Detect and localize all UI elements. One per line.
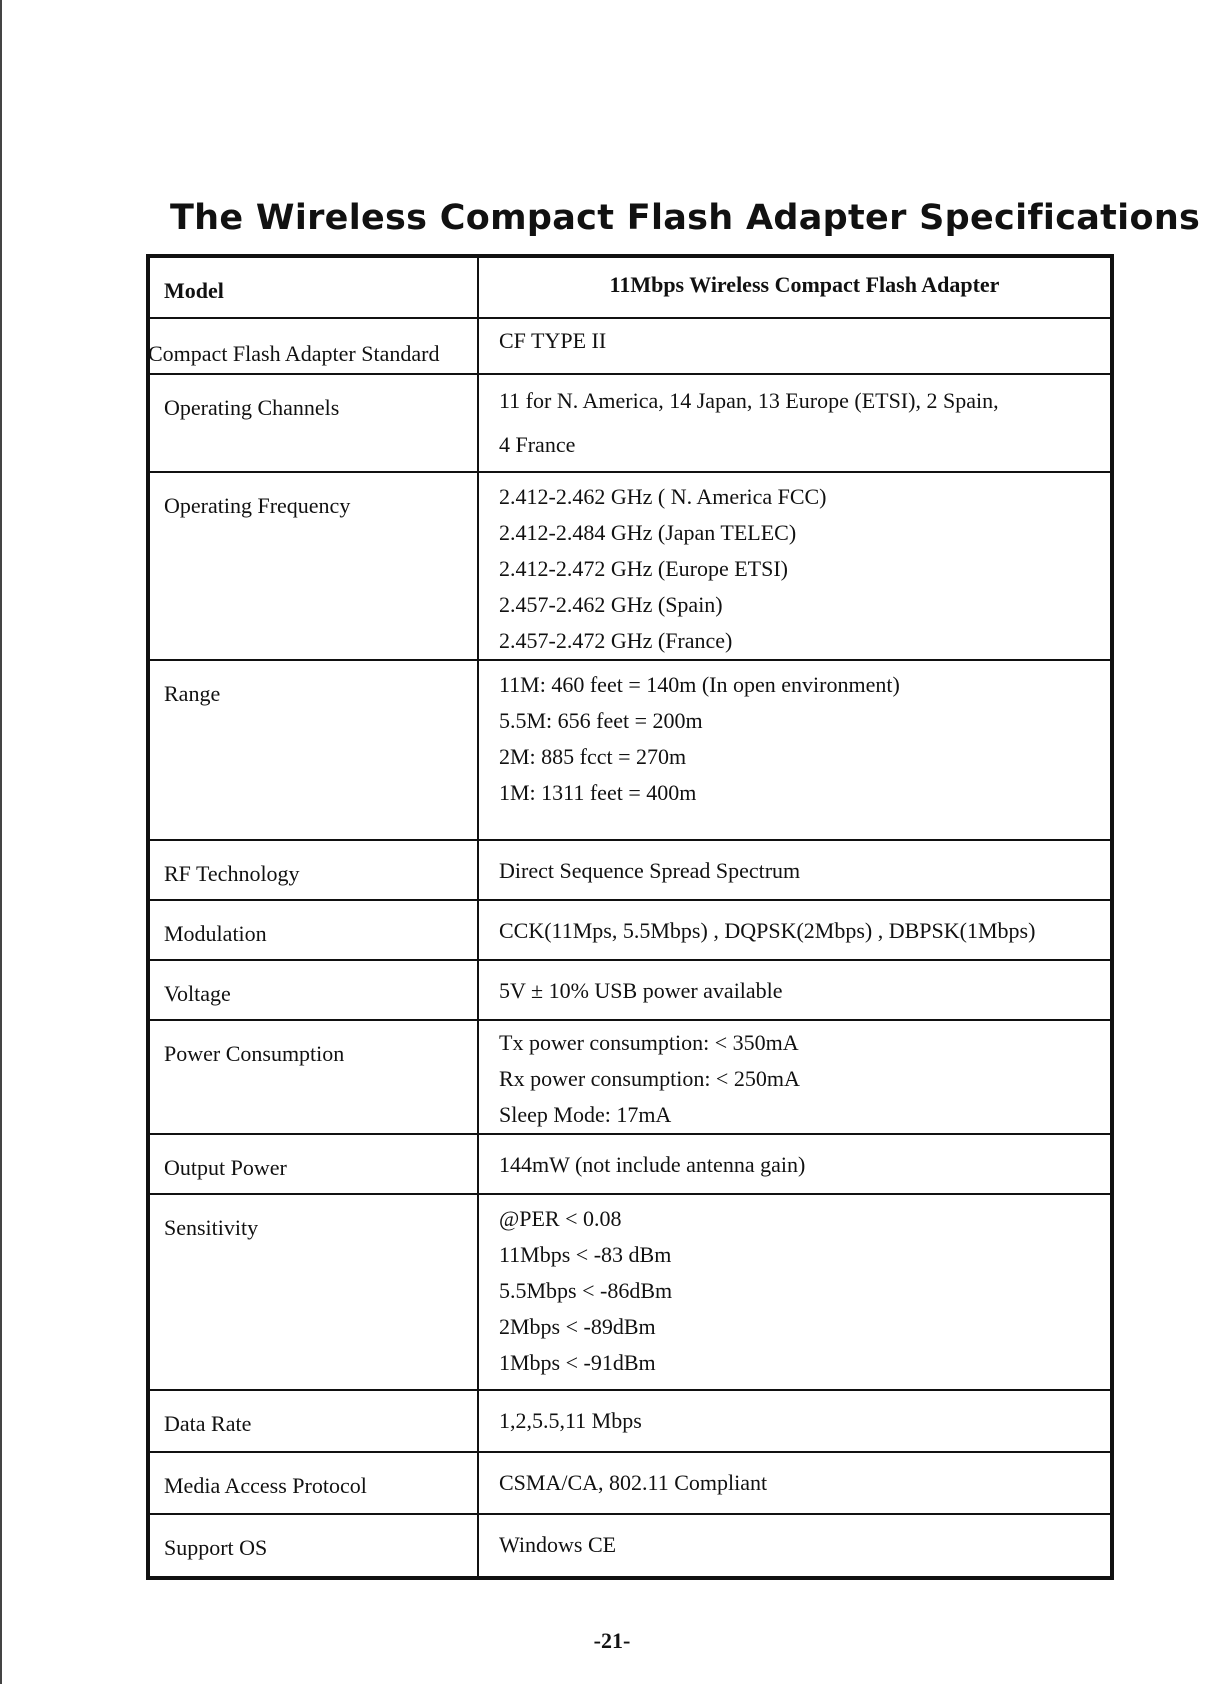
spec-label-cell <box>148 1452 478 1514</box>
spec-label: Data Rate <box>164 1411 252 1436</box>
spec-label-cell <box>148 660 478 840</box>
spec-label-cell <box>148 840 478 900</box>
spec-value-cell <box>478 960 1112 1020</box>
spec-value-cell <box>478 318 1112 374</box>
table-row <box>148 1452 1112 1514</box>
spec-value-cell <box>478 1514 1112 1578</box>
spec-value-line: 11Mbps < -83 dBm <box>499 1242 672 1267</box>
spec-value-line: @PER < 0.08 <box>499 1206 622 1231</box>
table-row <box>148 840 1112 900</box>
spec-value-line: CCK(11Mps, 5.5Mbps) , DQPSK(2Mbps) , DBPSK(1Mbps) <box>499 918 1036 943</box>
spec-value-line: 5.5Mbps < -86dBm <box>499 1278 673 1303</box>
header-label-cell <box>148 256 478 318</box>
spec-value-line: 11 for N. America, 14 Japan, 13 Europe (ETSI), 2 Spain, <box>499 388 999 413</box>
spec-value-cell <box>478 472 1112 660</box>
spec-label: Compact Flash Adapter Standard <box>148 341 440 366</box>
table-row <box>148 960 1112 1020</box>
spec-value-line: Windows CE <box>499 1532 617 1557</box>
spec-label-cell <box>148 472 478 660</box>
spec-value-cell <box>478 660 1112 840</box>
spec-value-line: CSMA/CA, 802.11 Compliant <box>499 1470 768 1495</box>
spec-value-line: Direct Sequence Spread Spectrum <box>499 858 801 883</box>
page-edge-rule <box>0 0 2 1684</box>
spec-label-cell <box>148 1514 478 1578</box>
spec-value-cell <box>478 1020 1112 1134</box>
spec-label: Range <box>164 681 221 706</box>
table-row <box>148 472 1112 660</box>
header-value-cell <box>478 256 1112 318</box>
spec-label-cell <box>148 960 478 1020</box>
header-value: 11Mbps Wireless Compact Flash Adapter <box>609 272 1000 297</box>
spec-value-line: 2.457-2.472 GHz (France) <box>499 628 733 653</box>
header-label: Model <box>164 278 224 303</box>
spec-label-cell <box>148 1020 478 1134</box>
spec-label: Power Consumption <box>164 1041 345 1066</box>
spec-value-cell <box>478 374 1112 472</box>
table-row <box>148 1390 1112 1452</box>
spec-value-cell <box>478 1452 1112 1514</box>
spec-value-line: 2.412-2.462 GHz ( N. America FCC) <box>499 484 827 509</box>
spec-label-cell <box>148 1390 478 1452</box>
spec-label-cell <box>148 318 478 374</box>
spec-value-line: 2.412-2.484 GHz (Japan TELEC) <box>499 520 797 545</box>
spec-value-line: 5V ± 10% USB power available <box>499 978 783 1003</box>
page-title: The Wireless Compact Flash Adapter Specifications <box>170 198 1201 238</box>
spec-value-cell <box>478 840 1112 900</box>
spec-value-line: 1M: 1311 feet = 400m <box>499 780 697 805</box>
spec-label-cell <box>148 374 478 472</box>
table-row <box>148 660 1112 840</box>
spec-value-cell <box>478 1194 1112 1390</box>
spec-value-line: Tx power consumption: < 350mA <box>499 1030 799 1055</box>
table-row <box>148 318 1112 374</box>
spec-value-cell <box>478 1390 1112 1452</box>
spec-value-cell <box>478 900 1112 960</box>
spec-value-line: CF TYPE II <box>499 328 607 353</box>
spec-label: RF Technology <box>164 861 300 886</box>
spec-label: Support OS <box>164 1535 268 1560</box>
spec-label: Modulation <box>164 921 267 946</box>
spec-value-line: 144mW (not include antenna gain) <box>499 1152 806 1177</box>
spec-value-line: 2.412-2.472 GHz (Europe ETSI) <box>499 556 788 581</box>
spec-value-line: Rx power consumption: < 250mA <box>499 1066 800 1091</box>
spec-value-line: 1Mbps < -91dBm <box>499 1350 656 1375</box>
spec-label: Sensitivity <box>164 1215 259 1240</box>
page-number: -21- <box>593 1628 631 1653</box>
spec-value-line: 2M: 885 fcct = 270m <box>499 744 687 769</box>
table-row <box>148 1020 1112 1134</box>
table-row <box>148 900 1112 960</box>
spec-value-cell <box>478 1134 1112 1194</box>
spec-value-line: Sleep Mode: 17mA <box>499 1102 672 1127</box>
spec-label: Operating Frequency <box>164 493 351 518</box>
spec-label: Media Access Protocol <box>164 1473 367 1498</box>
table-header-row <box>148 256 1112 318</box>
spec-value-line: 1,2,5.5,11 Mbps <box>499 1408 642 1433</box>
spec-value-line: 2Mbps < -89dBm <box>499 1314 656 1339</box>
spec-label: Operating Channels <box>164 395 340 420</box>
spec-value-line: 4 France <box>499 432 576 457</box>
spec-table <box>146 254 1114 1580</box>
table-row <box>148 374 1112 472</box>
table-row <box>148 1134 1112 1194</box>
table-row <box>148 1514 1112 1578</box>
spec-label: Output Power <box>164 1155 287 1180</box>
table-row <box>148 1194 1112 1390</box>
spec-value-line: 5.5M: 656 feet = 200m <box>499 708 703 733</box>
spec-value-line: 2.457-2.462 GHz (Spain) <box>499 592 723 617</box>
spec-label-cell <box>148 1194 478 1390</box>
spec-label: Voltage <box>164 981 231 1006</box>
spec-label-cell <box>148 1134 478 1194</box>
spec-label-cell <box>148 900 478 960</box>
spec-value-line: 11M: 460 feet = 140m (In open environment) <box>499 672 900 697</box>
